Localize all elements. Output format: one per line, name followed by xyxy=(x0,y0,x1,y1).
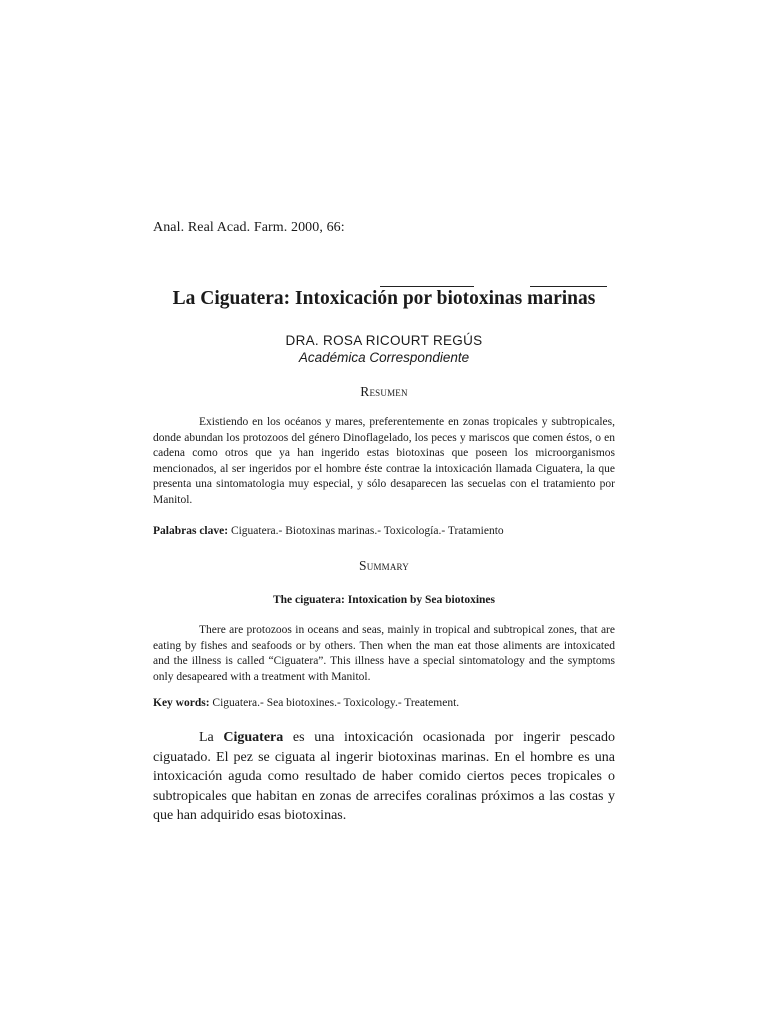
palabras-clave-values: Ciguatera.- Biotoxinas marinas.- Toxicología.- Tratamiento xyxy=(230,525,504,537)
resumen-text: Existiendo en los océanos y mares, preferentemente en zonas tropicales y subtropicales, donde abundan los protozoos del género Dinoflagelado, los peces y mariscos que comen éstos, o en cadena como otros que ya han ingerido estas biotoxinas que poseen los microorganismos mencionados, al ser ingeridos por el hombre éste contrae la intoxicación llamada Ciguatera, la que presenta una sintomatologia muy especial, y sólo desaparecen las secuelas con el tratamiento por Manitol. xyxy=(153,416,615,506)
header-rule-left xyxy=(380,286,474,287)
key-words-values: Ciguatera.- Sea biotoxines.- Toxicology.- Treatement. xyxy=(212,697,460,709)
palabras-clave xyxy=(153,525,615,537)
header-rule-right xyxy=(530,286,607,287)
body-paragraph xyxy=(153,728,615,826)
resumen-heading: Resumen xyxy=(360,384,408,399)
summary-text: There are protozoos in oceans and seas, mainly in tropical and subtropical zones, that are eating by fishes and seafoods or by others. Then when the man eat those aliments are intoxicated and the illness is called “Ciguatera”. This illness have a special sintomatology and the symptoms only desapeared with a treatment with Manitol. xyxy=(153,624,615,683)
author-name: DRA. ROSA RICOURT REGÚS xyxy=(285,333,483,348)
summary-title: The ciguatera: Intoxication by Sea biotoxines xyxy=(272,594,495,606)
author-affiliation: Académica Correspondiente xyxy=(298,350,470,365)
journal-reference: Anal. Real Acad. Farm. 2000, 66: xyxy=(153,220,345,235)
summary-heading: Summary xyxy=(359,558,409,573)
paper-title: La Ciguatera: Intoxicación por biotoxinas marinas xyxy=(172,288,596,309)
body-term: Ciguatera xyxy=(223,730,284,745)
palabras-clave-label: Palabras clave: xyxy=(153,525,229,537)
key-words xyxy=(153,697,615,709)
body-lead: La xyxy=(199,730,214,745)
body-text: es una intoxicación ocasionada por ingerir pescado ciguatado. El pez se ciguata al ingerir biotoxinas marinas. En el hombre es una intoxicación aguda como resultado de haber comido ciertos peces tropicales o subtropicales que habitan en zonas de arrecifes coralinas próximos a las costas y que han adquirido esas biotoxinas. xyxy=(153,730,615,823)
key-words-label: Key words: xyxy=(153,697,210,709)
